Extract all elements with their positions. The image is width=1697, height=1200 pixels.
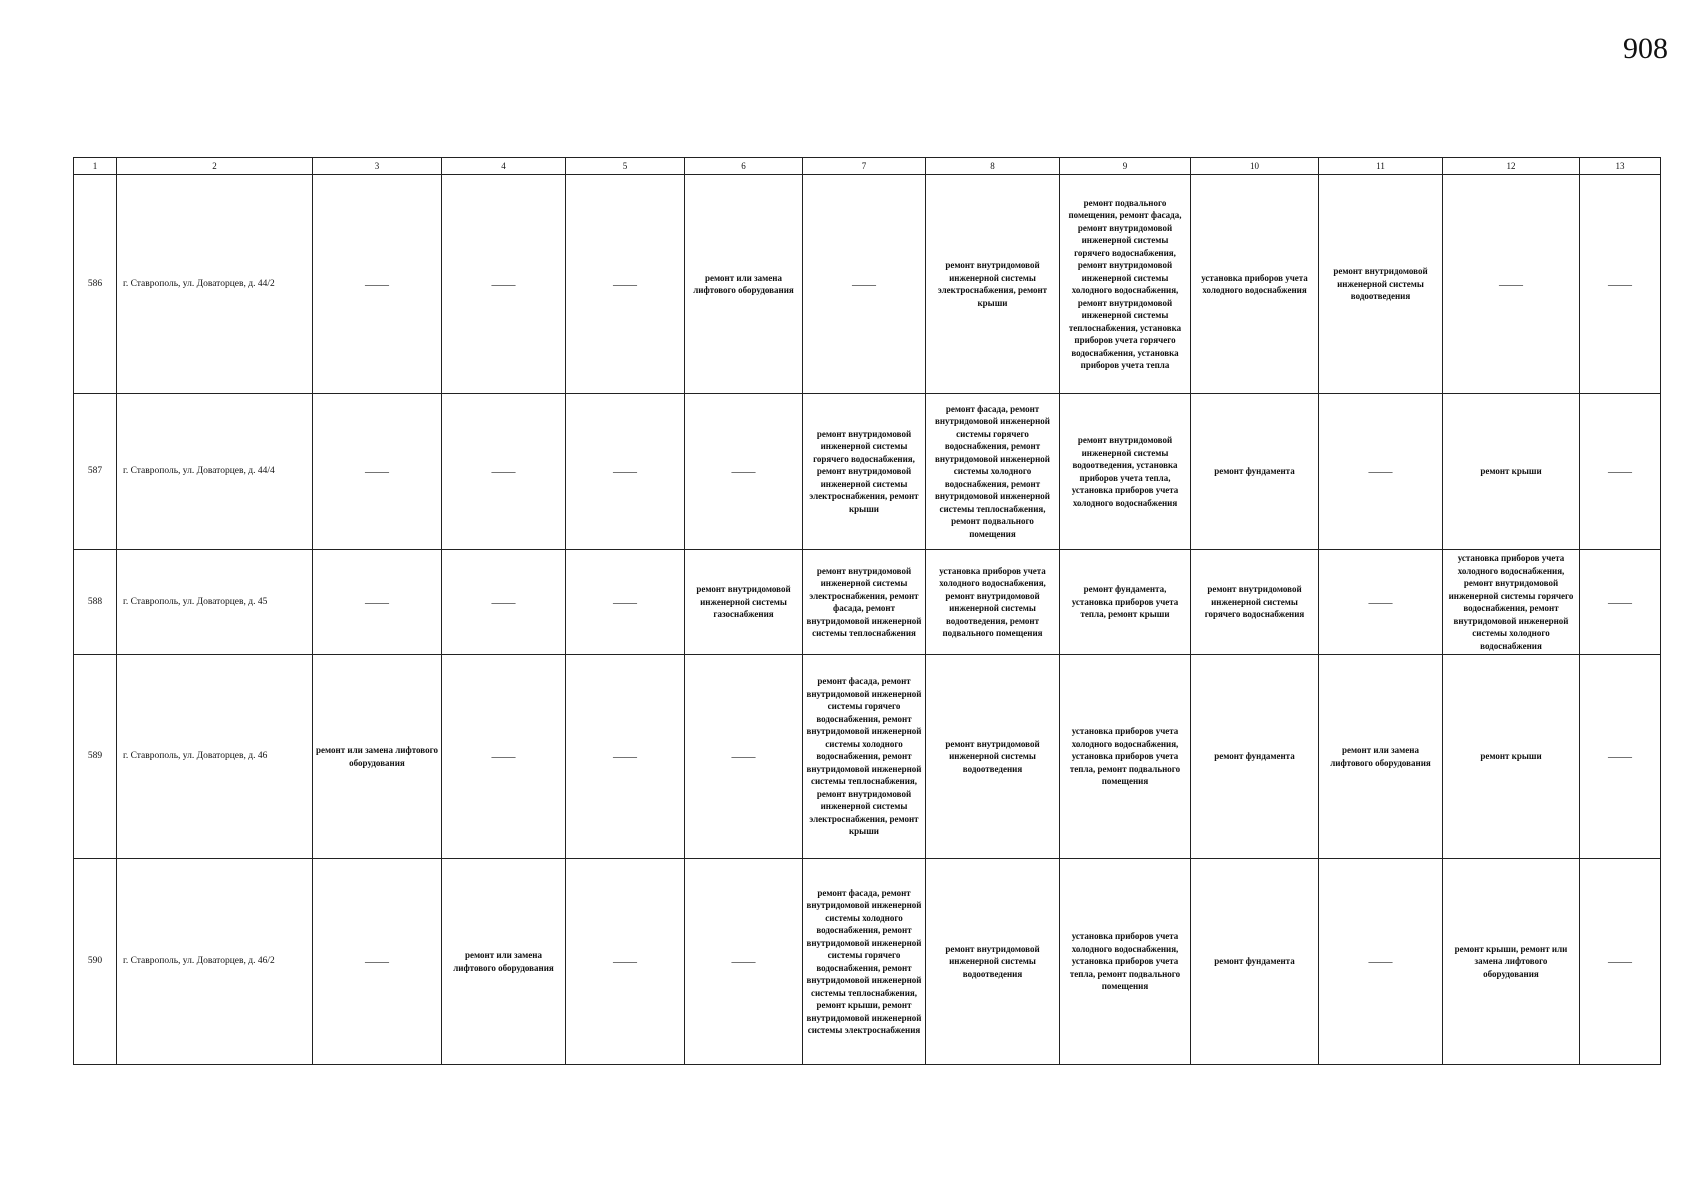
table-cell: —— (1319, 550, 1443, 655)
table-row (74, 859, 1661, 1065)
column-header: 10 (1191, 158, 1319, 175)
table-cell: установка приборов учета холодного водоснабжения, ремонт внутридомовой инженерной системы водоотведения, ремонт подвального помещения (926, 550, 1060, 655)
table-cell: ремонт фасада, ремонт внутридомовой инженерной системы горячего водоснабжения, ремонт внутридомовой инженерной системы холодного водоснабжения, ремонт внутридомовой инженерной системы теплоснабжения, ремонт внутридомовой инженерной системы электроснабжения, ремонт крыши (803, 655, 926, 859)
row-number: 590 (74, 859, 117, 1065)
column-header: 1 (74, 158, 117, 175)
column-header: 12 (1443, 158, 1580, 175)
column-header: 9 (1060, 158, 1191, 175)
table-cell: ремонт внутридомовой инженерной системы водоотведения, установка приборов учета тепла, установка приборов учета холодного водоснабжения (1060, 394, 1191, 550)
table-cell: ремонт или замена лифтового оборудования (442, 859, 566, 1065)
table-cell: ремонт или замена лифтового оборудования (1319, 655, 1443, 859)
table-cell: установка приборов учета холодного водоснабжения, установка приборов учета тепла, ремонт подвального помещения (1060, 859, 1191, 1065)
table-cell: ремонт крыши (1443, 655, 1580, 859)
table-cell: —— (566, 175, 685, 394)
table-cell: ремонт крыши (1443, 394, 1580, 550)
row-number: 589 (74, 655, 117, 859)
column-header: 2 (117, 158, 313, 175)
address-cell: г. Ставрополь, ул. Доваторцев, д. 44/4 (117, 394, 313, 550)
table-cell: —— (566, 550, 685, 655)
page-number: 908 (1623, 32, 1668, 65)
table-cell: —— (442, 175, 566, 394)
table-cell: —— (1319, 394, 1443, 550)
table-cell: —— (685, 859, 803, 1065)
table-cell: —— (1443, 175, 1580, 394)
table-row (74, 394, 1661, 550)
table-cell: —— (313, 175, 442, 394)
table-cell: ремонт внутридомовой инженерной системы электроснабжения, ремонт фасада, ремонт внутридомовой инженерной системы теплоснабжения (803, 550, 926, 655)
table-cell: —— (313, 550, 442, 655)
table-row (74, 655, 1661, 859)
table-cell: ремонт фундамента (1191, 394, 1319, 550)
table-cell: установка приборов учета холодного водоснабжения, установка приборов учета тепла, ремонт подвального помещения (1060, 655, 1191, 859)
table-cell: —— (685, 394, 803, 550)
column-number-row (74, 158, 1661, 175)
table-cell: ремонт фундамента (1191, 655, 1319, 859)
row-number: 588 (74, 550, 117, 655)
table-cell: —— (1580, 394, 1661, 550)
table-cell: —— (442, 655, 566, 859)
column-header: 6 (685, 158, 803, 175)
row-number: 587 (74, 394, 117, 550)
column-header: 7 (803, 158, 926, 175)
table-cell: —— (313, 859, 442, 1065)
table-cell: —— (566, 394, 685, 550)
table-cell: установка приборов учета холодного водоснабжения, ремонт внутридомовой инженерной системы горячего водоснабжения, ремонт внутридомовой инженерной системы холодного водоснабжения (1443, 550, 1580, 655)
table-cell: —— (566, 859, 685, 1065)
table-cell: —— (1580, 175, 1661, 394)
table-cell: ремонт фасада, ремонт внутридомовой инженерной системы холодного водоснабжения, ремонт внутридомовой инженерной системы горячего водоснабжения, ремонт внутридомовой инженерной системы теплоснабжения, ремонт крыши, ремонт внутридомовой инженерной системы электроснабжения (803, 859, 926, 1065)
table-cell: ремонт фундамента, установка приборов учета тепла, ремонт крыши (1060, 550, 1191, 655)
table-cell: —— (566, 655, 685, 859)
table-cell: ремонт внутридомовой инженерной системы водоотведения (1319, 175, 1443, 394)
table-cell: ремонт подвального помещения, ремонт фасада, ремонт внутридомовой инженерной системы горячего водоснабжения, ремонт внутридомовой инженерной системы холодного водоснабжения, ремонт внутридомовой инженерной системы теплоснабжения, установка приборов учета горячего водоснабжения, установка приборов учета тепла (1060, 175, 1191, 394)
table-cell: ремонт фундамента (1191, 859, 1319, 1065)
column-header: 3 (313, 158, 442, 175)
row-number: 586 (74, 175, 117, 394)
table-row (74, 175, 1661, 394)
table-cell: ремонт или замена лифтового оборудования (685, 175, 803, 394)
table-cell: ремонт внутридомовой инженерной системы горячего водоснабжения, ремонт внутридомовой инженерной системы электроснабжения, ремонт крыши (803, 394, 926, 550)
table-cell: ремонт фасада, ремонт внутридомовой инженерной системы горячего водоснабжения, ремонт внутридомовой инженерной системы холодного водоснабжения, ремонт внутридомовой инженерной системы теплоснабжения, ремонт подвального помещения (926, 394, 1060, 550)
table-cell: —— (1580, 550, 1661, 655)
table-cell: ремонт внутридомовой инженерной системы горячего водоснабжения (1191, 550, 1319, 655)
column-header: 4 (442, 158, 566, 175)
address-cell: г. Ставрополь, ул. Доваторцев, д. 44/2 (117, 175, 313, 394)
column-header: 11 (1319, 158, 1443, 175)
table-cell: —— (1580, 655, 1661, 859)
repair-schedule-table (73, 157, 1661, 1065)
table-cell: ремонт внутридомовой инженерной системы водоотведения (926, 859, 1060, 1065)
table-cell: —— (313, 394, 442, 550)
table-cell: —— (1319, 859, 1443, 1065)
table-cell: ремонт внутридомовой инженерной системы электроснабжения, ремонт крыши (926, 175, 1060, 394)
column-header: 5 (566, 158, 685, 175)
table-cell: —— (442, 550, 566, 655)
column-header: 8 (926, 158, 1060, 175)
address-cell: г. Ставрополь, ул. Доваторцев, д. 46 (117, 655, 313, 859)
table-cell: ремонт внутридомовой инженерной системы водоотведения (926, 655, 1060, 859)
table-cell: —— (442, 394, 566, 550)
table-cell: установка приборов учета холодного водоснабжения (1191, 175, 1319, 394)
table-cell: ремонт крыши, ремонт или замена лифтового оборудования (1443, 859, 1580, 1065)
address-cell: г. Ставрополь, ул. Доваторцев, д. 46/2 (117, 859, 313, 1065)
table-cell: ремонт внутридомовой инженерной системы газоснабжения (685, 550, 803, 655)
table-row (74, 550, 1661, 655)
address-cell: г. Ставрополь, ул. Доваторцев, д. 45 (117, 550, 313, 655)
table-cell: ремонт или замена лифтового оборудования (313, 655, 442, 859)
table-cell: —— (803, 175, 926, 394)
table-cell: —— (1580, 859, 1661, 1065)
table-cell: —— (685, 655, 803, 859)
column-header: 13 (1580, 158, 1661, 175)
